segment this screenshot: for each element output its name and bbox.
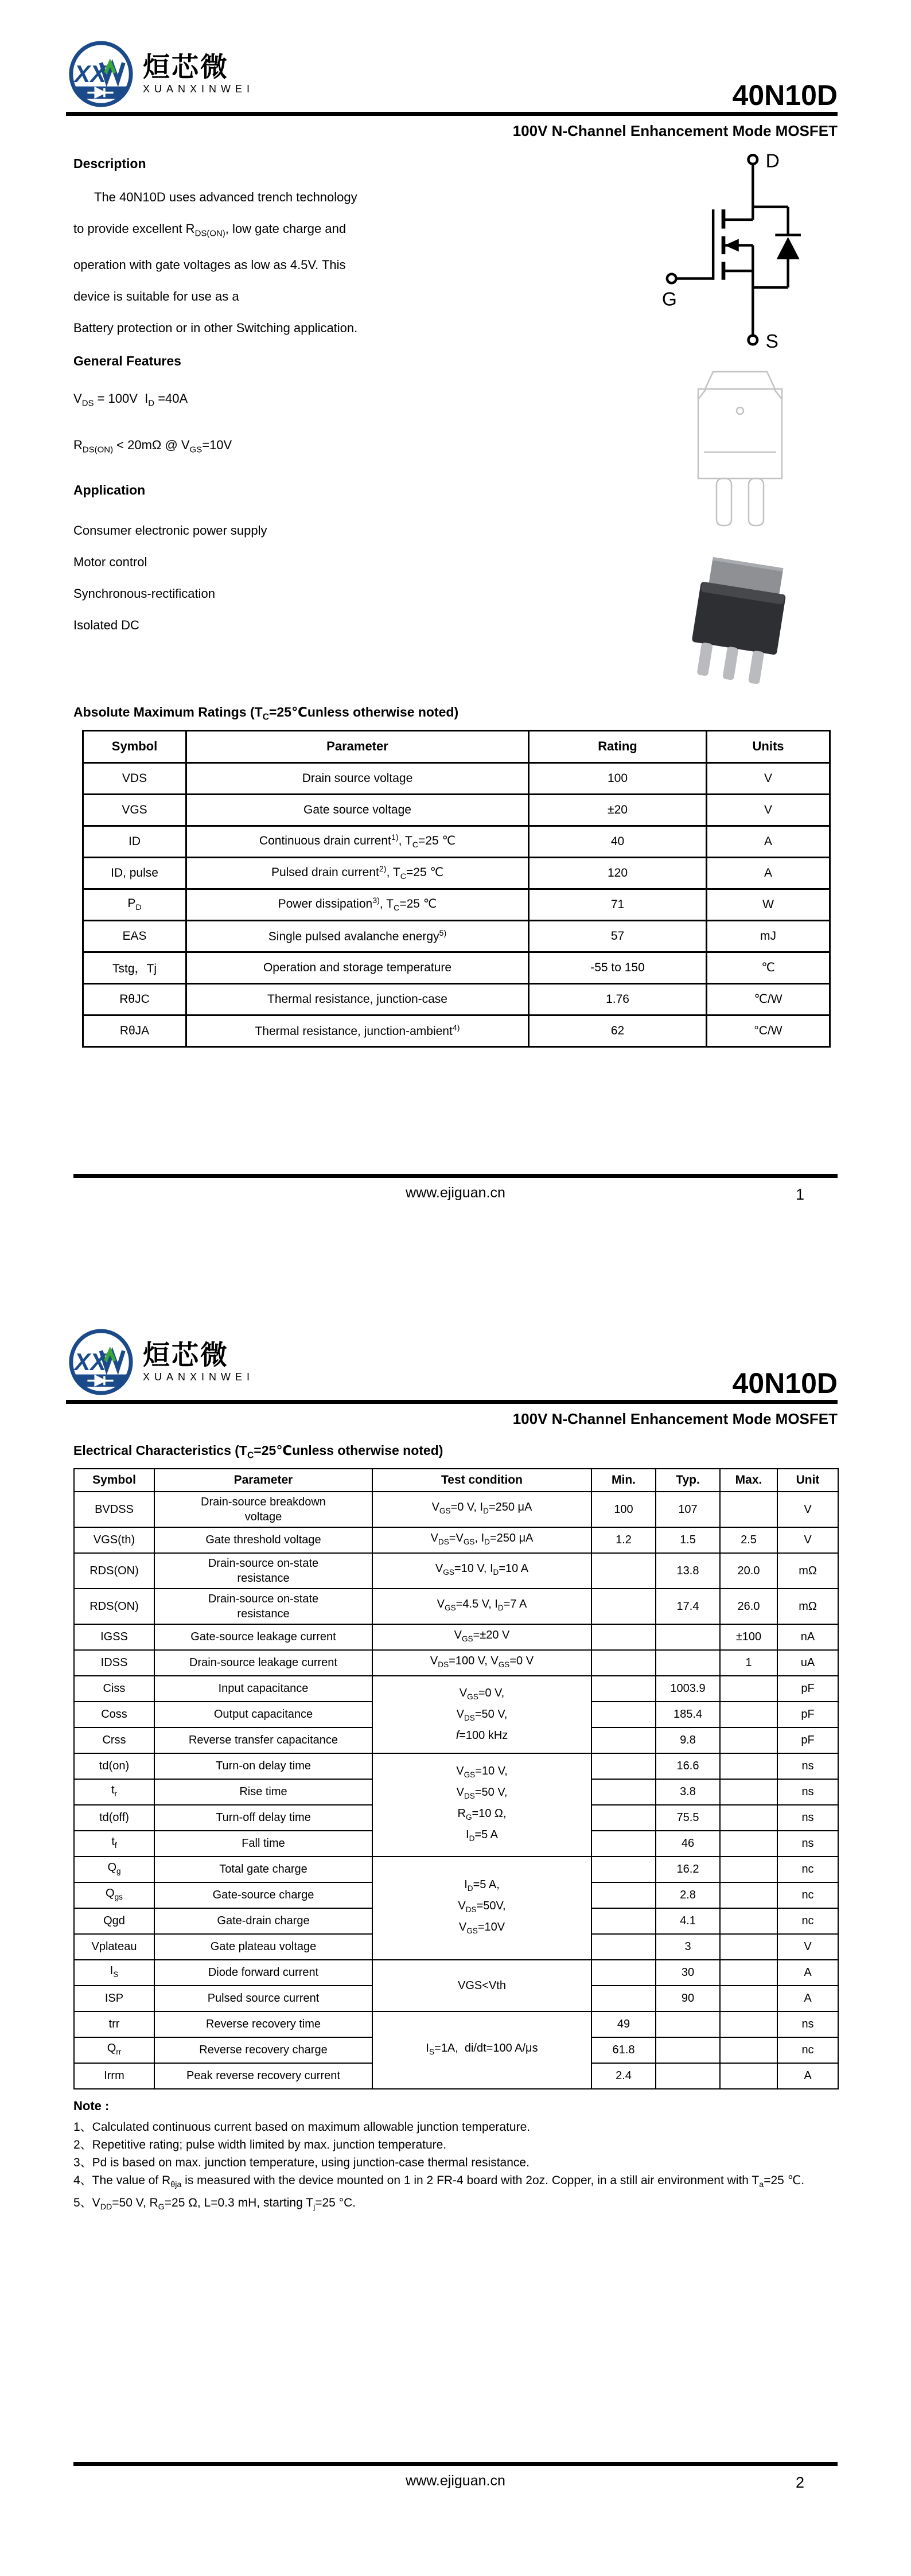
unit-cell: mΩ [777,1589,838,1624]
min-cell [591,1676,656,1702]
parameter-cell: Gate-source charge [154,1882,372,1908]
table-row [83,952,830,983]
typ-cell [656,2063,720,2089]
min-cell: 2.4 [591,2063,656,2089]
typ-cell: 90 [656,1986,720,2011]
units-cell: mJ [707,920,830,952]
min-cell [591,1624,656,1650]
typ-cell: 107 [656,1492,720,1527]
elec-char-heading: Electrical Characteristics ($T_C=25℃unless$ otherwise noted) [73,1443,443,1461]
max-cell [720,1831,777,1857]
footer-rule [73,2462,838,2466]
parameter-cell: Pulsed source current [154,1986,372,2011]
typ-cell [656,2011,720,2037]
typ-cell: 46 [656,1831,720,1857]
notes-heading: Note : [73,2098,110,2113]
symbol-cell: trr [74,2011,154,2037]
application-item: Isolated DC [73,618,139,633]
brand-name-chinese: 烜芯微 [143,1340,229,1371]
typ-cell: 3 [656,1934,720,1960]
column-header: Unit [777,1469,838,1492]
description-line: to provide excellent $R_{DS(ON)}$, low gate charge and [73,221,347,239]
description-line: operation with gate voltages as low as 4.5V. This [73,258,346,273]
parameter-cell: Gate-source leakage current [154,1624,372,1650]
table-row [74,1553,838,1589]
table-row [74,1650,838,1676]
test-condition-cell: VGS<Vth [372,1960,591,2011]
package-photo [671,548,809,701]
footer-website: www.ejiguan.cn [406,1185,505,1201]
source-label: S [765,330,778,352]
test-condition-cell: $V_{GS}=0$ V, $I_D=250$ μA [372,1492,591,1527]
page-header [0,0,911,109]
parameter-cell: Drain-source on-state resistance [154,1589,372,1624]
symbol-cell: RDS(ON) [74,1553,154,1589]
table-row [74,1676,838,1702]
units-cell: A [707,826,830,857]
min-cell [591,1986,656,2011]
feature-line: $R_{DS(ON)} < 20m\Omega$ @ $V_{GS}=10V$ [73,437,232,455]
parameter-cell: Reverse transfer capacitance [154,1727,372,1753]
typ-cell: 30 [656,1960,720,1986]
note-item: 3、Pd is based on max. junction temperature, using junction-case thermal resistance. [73,2155,530,2169]
typ-cell [656,1650,720,1676]
typ-cell: 3.8 [656,1779,720,1805]
company-logo-icon [66,1327,136,1397]
min-cell [591,1553,656,1589]
rating-cell: -55 to 150 [529,952,707,983]
symbol-cell: Tstg，Tj [83,952,186,983]
test-condition-cell: $V_{GS}=0$ V, $V_{DS}=50$ V, f=100 kHz [372,1676,591,1753]
typ-cell: 75.5 [656,1805,720,1831]
parameter-cell: Output capacitance [154,1702,372,1727]
symbol-cell: td(off) [74,1805,154,1831]
parameter-cell: Drain-source leakage current [154,1650,372,1676]
parameter-cell: Input capacitance [154,1676,372,1702]
table-row [83,920,830,952]
typ-cell: 1003.9 [656,1676,720,1702]
unit-cell: pF [777,1727,838,1753]
symbol-cell: BVDSS [74,1492,154,1527]
unit-cell: nc [777,1857,838,1882]
unit-cell: V [777,1527,838,1553]
table-row [83,1015,830,1046]
symbol-cell: VGS [83,794,186,826]
symbol-cell: $P_D$ [83,889,186,920]
application-item: Motor control [73,555,147,570]
application-item: Consumer electronic power supply [73,523,267,538]
footer-website: www.ejiguan.cn [406,2473,505,2489]
symbol-cell: Irrm [74,2063,154,2089]
column-header: Typ. [656,1469,720,1492]
min-cell [591,1727,656,1753]
symbol-cell: $I_S$ [74,1960,154,1986]
table-header-row [83,730,830,762]
application-item: Synchronous-rectification [73,586,216,601]
column-header: Rating [529,730,707,762]
column-header: Units [707,730,830,762]
parameter-cell: Drain-source breakdown voltage [154,1492,372,1527]
note-item: 4、The value of $R_{\theta ja}$ is measured with the device mounted on 1 in 2 FR-4 board with 2oz. Copper, in a still air environment with $T_a=25$ ℃. [73,2173,805,2189]
parameter-cell: Turn-on delay time [154,1753,372,1779]
symbol-cell: RθJC [83,983,186,1015]
min-cell [591,1882,656,1908]
column-header: Parameter [154,1469,372,1492]
max-cell: 1 [720,1650,777,1676]
symbol-cell: Vplateau [74,1934,154,1960]
table-row [74,1753,838,1779]
unit-cell: nc [777,1908,838,1934]
symbol-cell: VGS(th) [74,1527,154,1553]
units-cell: W [707,889,830,920]
test-condition-cell: $V_{DS}=100$ V, $V_{GS}=0$ V [372,1650,591,1676]
drain-label: D [765,150,780,172]
min-cell [591,1857,656,1882]
test-condition-cell: $V_{GS}=4.5$ V, $I_D=7$ A [372,1589,591,1624]
min-cell: 100 [591,1492,656,1527]
max-cell [720,1908,777,1934]
page-header [0,1288,911,1397]
typ-cell: 4.1 [656,1908,720,1934]
symbol-cell: $Q_{rr}$ [74,2037,154,2063]
unit-cell: ns [777,2011,838,2037]
column-header: Symbol [83,730,186,762]
symbol-cell: $t_f$ [74,1831,154,1857]
page1-right-column [643,148,838,701]
unit-cell: ns [777,1831,838,1857]
min-cell [591,1779,656,1805]
brand-name-english: XUANXINWEI [143,83,255,95]
description-line: device is suitable for use as a [73,289,239,304]
test-condition-cell: $I_S=1A$, di/dt=100 A/μs [372,2011,591,2089]
symbol-cell: $Q_g$ [74,1857,154,1882]
symbol-cell: IDSS [74,1650,154,1676]
symbol-cell: RθJA [83,1015,186,1046]
symbol-cell: Crss [74,1727,154,1753]
max-cell [720,1676,777,1702]
description-heading: Description [73,156,146,171]
test-condition-cell: $V_{GS}=10$ V, $V_{DS}=50$ V, $R_G=10$ Ω, $I_D=5$ A [372,1753,591,1857]
parameter-cell: Gate threshold voltage [154,1527,372,1553]
min-cell [591,1831,656,1857]
max-cell [720,1727,777,1753]
column-header: Test condition [372,1469,591,1492]
device-subtitle: 100V N-Channel Enhancement Mode MOSFET [512,1410,838,1427]
units-cell: °C/W [707,1015,830,1046]
table-row [74,1624,838,1650]
brand-text [143,53,254,95]
min-cell [591,1960,656,1986]
parameter-cell: Total gate charge [154,1857,372,1882]
unit-cell: nc [777,1882,838,1908]
parameter-cell: Gate source voltage [186,794,529,826]
application-heading: Application [73,482,146,498]
parameter-cell: Power dissipation$^{3)}$, $T_C=25$ ℃ [186,889,529,920]
table-row [83,857,830,889]
note-item: 1、Calculated continuous current based on maximum allowable junction temperature. [73,2120,531,2134]
brand [66,1327,254,1397]
typ-cell: 2.8 [656,1882,720,1908]
brand-text [143,1341,254,1383]
table-row [83,983,830,1015]
table-row [83,889,830,920]
table-row [74,1960,838,1986]
gate-label: G [661,289,677,310]
test-condition-cell: $V_{GS}=10$ V, $I_D=10$ A [372,1553,591,1589]
rating-cell: 62 [529,1015,707,1046]
units-cell: V [707,762,830,794]
test-condition-cell: $I_D=5$ A, $V_{DS}=50V$, $V_{GS}=10V$ [372,1857,591,1960]
max-cell [720,1882,777,1908]
parameter-cell: Thermal resistance, junction-ambient$^{4)}$ [186,1015,529,1046]
logo-xx-text: XX [74,1348,106,1375]
features-heading: General Features [73,353,181,369]
unit-cell: A [777,1986,838,2011]
table-row [74,1857,838,1882]
symbol-cell: EAS [83,920,186,952]
page1-left-column [73,148,643,701]
unit-cell: mΩ [777,1553,838,1589]
max-cell [720,1492,777,1527]
min-cell [591,1908,656,1934]
units-cell: A [707,857,830,889]
page2-footer [73,2462,838,2489]
column-header: Symbol [74,1469,154,1492]
package-outline-drawing [668,366,812,538]
unit-cell: uA [777,1650,838,1676]
parameter-cell: Reverse recovery time [154,2011,372,2037]
test-condition-cell: $V_{DS}=V_{GS}$, $I_D=250$ μA [372,1527,591,1553]
symbol-cell: ID [83,826,186,857]
units-cell: V [707,794,830,826]
header-rule [66,1400,838,1404]
min-cell [591,1805,656,1831]
unit-cell: A [777,2063,838,2089]
unit-cell: V [777,1492,838,1527]
column-header: Parameter [186,730,529,762]
symbol-cell: td(on) [74,1753,154,1779]
notes-section [73,2099,838,2216]
max-cell: 26.0 [720,1589,777,1624]
unit-cell: V [777,1934,838,1960]
rating-cell: 120 [529,857,707,889]
rating-cell: 100 [529,762,707,794]
symbol-cell: ISP [74,1986,154,2011]
max-cell [720,1934,777,1960]
unit-cell: nA [777,1624,838,1650]
part-number: 40N10D [732,79,838,111]
rating-cell: 1.76 [529,983,707,1015]
symbol-cell: IGSS [74,1624,154,1650]
typ-cell [656,1624,720,1650]
device-subtitle: 100V N-Channel Enhancement Mode MOSFET [512,122,838,139]
symbol-cell: $t_r$ [74,1779,154,1805]
typ-cell: 16.2 [656,1857,720,1882]
max-cell [720,1805,777,1831]
min-cell [591,1753,656,1779]
symbol-cell: RDS(ON) [74,1589,154,1624]
min-cell [591,1650,656,1676]
application-items [73,524,643,632]
column-header: Max. [720,1469,777,1492]
brand [66,39,254,109]
typ-cell [656,2037,720,2063]
brand-name-english: XUANXINWEI [143,1371,255,1383]
unit-cell: pF [777,1676,838,1702]
column-header: Min. [591,1469,656,1492]
table-row [74,1492,838,1527]
description-line: The 40N10D uses advanced trench technology [94,190,357,204]
footer-rule [73,1174,838,1178]
part-number: 40N10D [732,1367,838,1399]
unit-cell: nc [777,2037,838,2063]
min-cell [591,1934,656,1960]
table-row [83,762,830,794]
table-row [74,1527,838,1553]
test-condition-cell: $V_{GS}=\pm 20$ V [372,1624,591,1650]
max-cell [720,1702,777,1727]
rating-cell: 40 [529,826,707,857]
page1-footer [73,1174,838,1201]
parameter-cell: Operation and storage temperature [186,952,529,983]
unit-cell: pF [777,1702,838,1727]
mosfet-symbol-diagram [657,148,823,359]
typ-cell: 16.6 [656,1753,720,1779]
note-item: 2、Repetitive rating; pulse width limited by max. junction temperature. [73,2138,447,2151]
max-cell [720,1753,777,1779]
max-cell: 20.0 [720,1553,777,1589]
parameter-cell: Gate-drain charge [154,1908,372,1934]
page-number: 2 [795,2474,804,2491]
unit-cell: ns [777,1753,838,1779]
max-cell [720,1779,777,1805]
max-cell [720,2011,777,2037]
symbol-cell: Qgd [74,1908,154,1934]
parameter-cell: Peak reverse recovery current [154,2063,372,2089]
channel-arrow-glyph [725,239,739,251]
units-cell: ℃ [707,952,830,983]
max-cell: ±100 [720,1624,777,1650]
symbol-cell: Coss [74,1702,154,1727]
description-lines [73,191,643,334]
typ-cell: 17.4 [656,1589,720,1624]
symbol-cell: Ciss [74,1676,154,1702]
electrical-characteristics-table [73,1468,839,2089]
parameter-cell: Drain-source on-state resistance [154,1553,372,1589]
table-header-row [74,1469,838,1492]
max-cell: 2.5 [720,1527,777,1553]
header-rule [66,112,838,116]
symbol-cell: ID, pulse [83,857,186,889]
symbol-cell: VDS [83,762,186,794]
min-cell [591,1702,656,1727]
parameter-cell: Rise time [154,1779,372,1805]
parameter-cell: Turn-off delay time [154,1805,372,1831]
rating-cell: 71 [529,889,707,920]
parameter-cell: Continuous drain current$^{1)}$, $T_C=25$ ℃ [186,826,529,857]
typ-cell: 1.5 [656,1527,720,1553]
brand-name-chinese: 烜芯微 [143,52,229,83]
symbol-cell: $Q_{gs}$ [74,1882,154,1908]
rating-cell: ±20 [529,794,707,826]
max-cell [720,2063,777,2089]
rating-cell: 57 [529,920,707,952]
parameter-cell: Reverse recovery charge [154,2037,372,2063]
parameter-cell: Gate plateau voltage [154,1934,372,1960]
table-row [83,826,830,857]
table-row [83,794,830,826]
absolute-maximum-ratings-table [82,730,831,1048]
parameter-cell: Diode forward current [154,1960,372,1986]
page-2 [0,1288,911,2576]
page1-columns [0,140,911,701]
typ-cell: 13.8 [656,1553,720,1589]
min-cell: 1.2 [591,1527,656,1553]
parameter-cell: Drain source voltage [186,762,529,794]
feature-line: $V_{DS} = 100V$ $I_D =40A$ [73,391,188,408]
notes-items [73,2118,838,2216]
page-number: 1 [795,1186,804,1203]
table-row [74,1589,838,1624]
abs-max-heading: Absolute Maximum Ratings ($T_C=25℃unless$ otherwise noted) [73,705,459,722]
max-cell [720,2037,777,2063]
max-cell [720,1857,777,1882]
unit-cell: A [777,1960,838,1986]
table-row [74,2011,838,2037]
parameter-cell: Pulsed drain current$^{2)}$, $T_C=25$ ℃ [186,857,529,889]
description-line: Battery protection or in other Switching application. [73,321,358,336]
unit-cell: ns [777,1779,838,1805]
max-cell [720,1986,777,2011]
min-cell [591,1589,656,1624]
note-item: 5、$V_{DD}=50$ V, $R_G=25$ Ω, L=0.3 mH, starting $T_j=25$ °C. [73,2196,356,2212]
company-logo-icon [66,39,136,109]
logo-xx-text: XX [74,60,106,87]
features-lines [73,392,643,456]
parameter-cell: Fall time [154,1831,372,1857]
parameter-cell: Single pulsed avalanche energy$^{5)}$ [186,920,529,952]
body-diode-glyph [777,237,800,259]
units-cell: ℃/W [707,983,830,1015]
unit-cell: ns [777,1805,838,1831]
typ-cell: 185.4 [656,1702,720,1727]
parameter-cell: Thermal resistance, junction-case [186,983,529,1015]
max-cell [720,1960,777,1986]
typ-cell: 9.8 [656,1727,720,1753]
min-cell: 61.8 [591,2037,656,2063]
min-cell: 49 [591,2011,656,2037]
